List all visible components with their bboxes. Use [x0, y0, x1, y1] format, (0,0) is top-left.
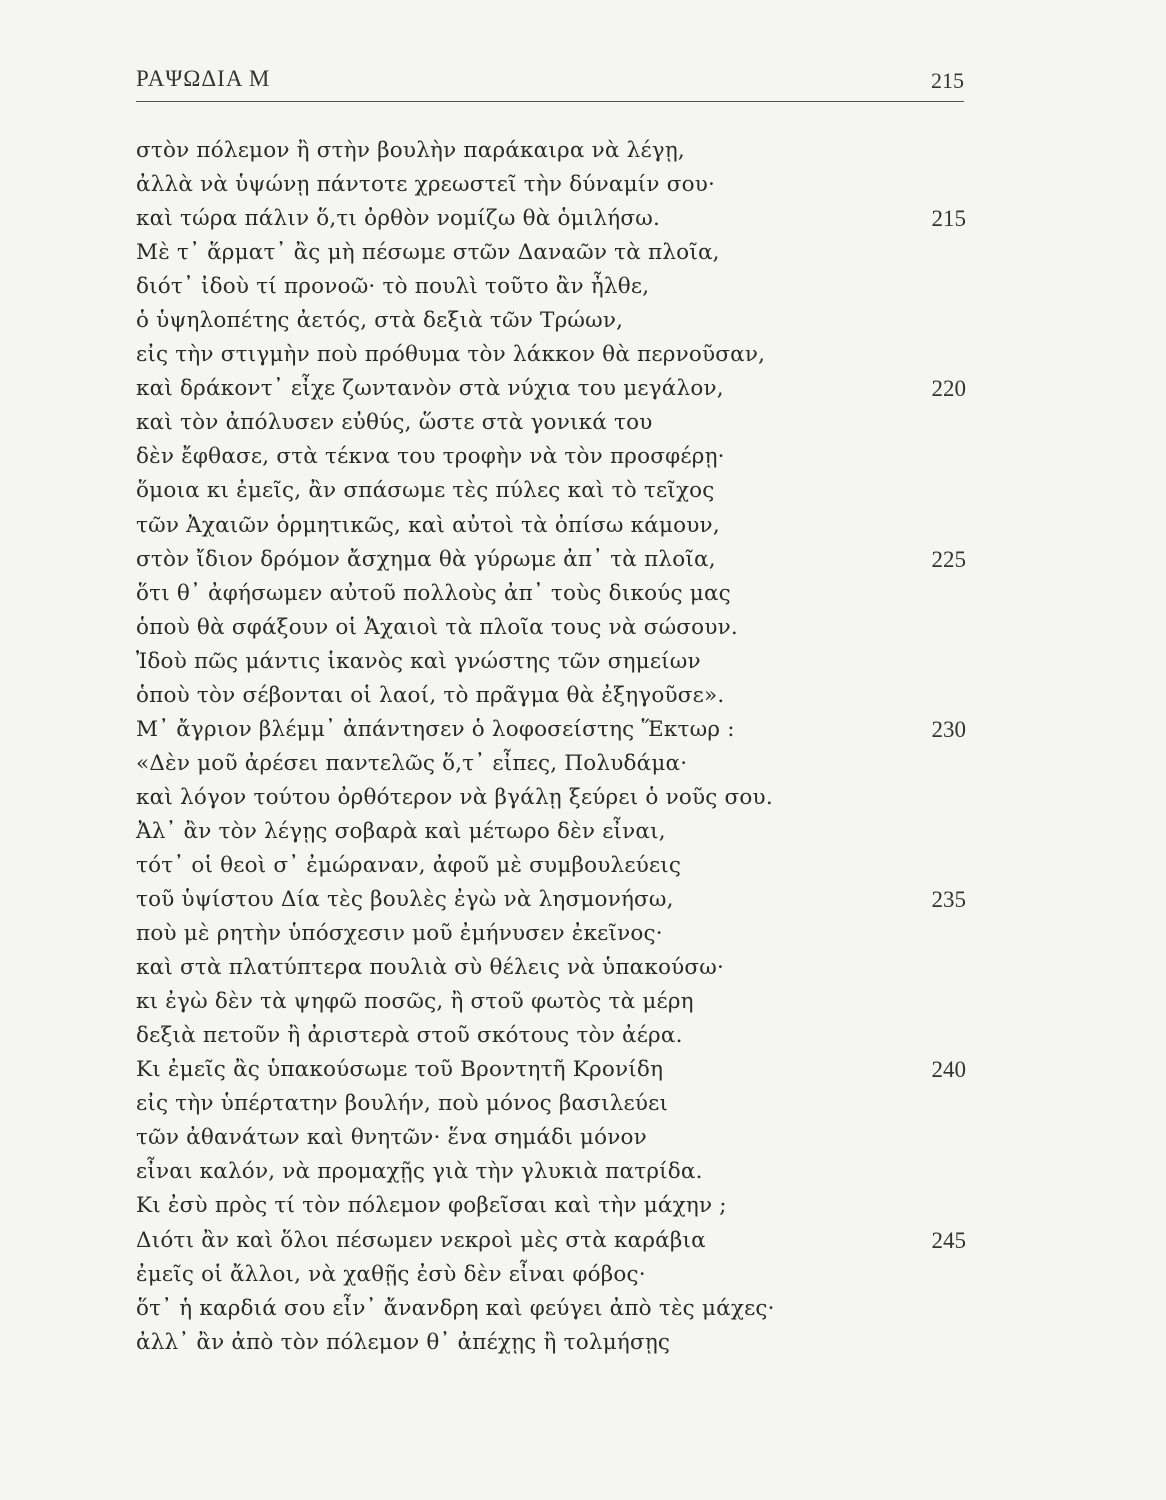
verse-line: [136, 1326, 966, 1360]
verse-line: [136, 304, 966, 338]
verse-text: τῶν Ἀχαιῶν ὁρμητικῶς, καὶ αὐτοὶ τὰ ὀπίσω κάμουν,: [136, 512, 720, 538]
verse-line: [136, 1121, 966, 1155]
verse-line: [136, 611, 966, 645]
verse-list: [136, 134, 966, 1360]
verse-text: εἰς τὴν στιγμὴν ποὺ πρόθυμα τὸν λάκκον θὰ περνοῦσαν,: [136, 342, 766, 368]
verse-line: [136, 1155, 966, 1189]
verse-text: ἀλλὰ νὰ ὑψώνῃ πάντοτε χρεωστεῖ τὴν δύναμίν σου·: [136, 172, 716, 198]
verse-text: ποὺ μὲ ρητὴν ὑπόσχεσιν μοῦ ἐμήνυσεν ἐκεῖνος·: [136, 921, 663, 947]
verse-line: [136, 985, 966, 1019]
verse-line: [136, 270, 966, 304]
verse-line: [136, 509, 966, 543]
verse-text: Διότι ἂν καὶ ὅλοι πέσωμεν νεκροὶ μὲς στὰ καράβια: [136, 1227, 706, 1253]
verse-line-number: 230: [931, 716, 966, 742]
verse-line: [136, 202, 966, 236]
verse-text: τότ᾽ οἱ θεοὶ σ᾽ ἐμώραναν, ἀφοῦ μὲ συμβουλεύεις: [136, 852, 682, 878]
verse-text: ἀλλ᾽ ἂν ἀπὸ τὸν πόλεμον θ᾽ ἀπέχῃς ἢ τολμήσῃς: [136, 1329, 671, 1355]
verse-line: [136, 679, 966, 713]
page-number: 215: [931, 68, 964, 93]
verse-line-number: 245: [931, 1227, 966, 1253]
verse-text: καὶ στὰ πλατύπτερα πουλιὰ σὺ θέλεις νὰ ὑπακούσω·: [136, 955, 725, 981]
verse-line: [136, 474, 966, 508]
verse-line: [136, 747, 966, 781]
verse-line: [136, 1019, 966, 1053]
verse-line: [136, 134, 966, 168]
verse-line: [136, 577, 966, 611]
verse-text: καὶ τὸν ἀπόλυσεν εὐθύς, ὥστε στὰ γονικά του: [136, 410, 653, 436]
verse-text: καὶ δράκοντ᾽ εἶχε ζωντανὸν στὰ νύχια του μεγάλον,: [136, 376, 724, 402]
verse-line: [136, 236, 966, 270]
verse-line: [136, 951, 966, 985]
verse-line-number: 220: [931, 376, 966, 402]
verse-line: [136, 1053, 966, 1087]
header-rule: [136, 101, 964, 102]
verse-line: [136, 645, 966, 679]
verse-text: στὸν ἴδιον δρόμον ἄσχημα θὰ γύρωμε ἀπ᾽ τὰ πλοῖα,: [136, 546, 716, 572]
verse-text: ὁποὺ τὸν σέβονται οἱ λαοί, τὸ πρᾶγμα θὰ ἐξηγοῦσε».: [136, 682, 725, 708]
verse-line: [136, 713, 966, 747]
verse-text: Κι ἐμεῖς ἂς ὑπακούσωμε τοῦ Βροντητῆ Κρονίδη: [136, 1057, 664, 1083]
verse-line: [136, 406, 966, 440]
running-head: [136, 66, 964, 102]
verse-line: [136, 815, 966, 849]
verse-text: καὶ τώρα πάλιν ὅ,τι ὀρθὸν νομίζω θὰ ὁμιλήσω.: [136, 206, 660, 232]
verse-text: ὅτι θ᾽ ἀφήσωμεν αὐτοῦ πολλοὺς ἀπ᾽ τοὺς δικούς μας: [136, 580, 731, 606]
verse-text: ὁποὺ θὰ σφάξουν οἱ Ἀχαιοὶ τὰ πλοῖα τους νὰ σώσουν.: [136, 614, 738, 640]
verse-line-number: 225: [931, 546, 966, 572]
verse-line: [136, 883, 966, 917]
verse-line: [136, 1292, 966, 1326]
verse-line: [136, 338, 966, 372]
verse-line: [136, 849, 966, 883]
verse-line: [136, 543, 966, 577]
verse-text: Μὲ τ᾽ ἅρματ᾽ ἂς μὴ πέσωμε στῶν Δαναῶν τὰ πλοῖα,: [136, 240, 720, 266]
verse-text: Ἰδοὺ πῶς μάντις ἱκανὸς καὶ γνώστης τῶν σημείων: [136, 648, 701, 674]
verse-line: [136, 917, 966, 951]
verse-text: ἐμεῖς οἱ ἄλλοι, νὰ χαθῇς ἐσὺ δὲν εἶναι φόβος·: [136, 1261, 646, 1287]
verse-text: Κι ἐσὺ πρὸς τί τὸν πόλεμον φοβεῖσαι καὶ τὴν μάχην ;: [136, 1193, 727, 1219]
verse-text: δὲν ἔφθασε, στὰ τέκνα του τροφὴν νὰ τὸν προσφέρῃ·: [136, 444, 725, 470]
verse-text: εἶναι καλόν, νὰ προμαχῇς γιὰ τὴν γλυκιὰ πατρίδα.: [136, 1159, 703, 1185]
verse-text: δεξιὰ πετοῦν ἢ ἀριστερὰ στοῦ σκότους τὸν ἀέρα.: [136, 1023, 683, 1049]
verse-line: [136, 1189, 966, 1223]
verse-text: ὅμοια κι ἐμεῖς, ἂν σπάσωμε τὲς πύλες καὶ τὸ τεῖχος: [136, 478, 715, 504]
verse-text: καὶ λόγον τούτου ὀρθότερον νὰ βγάλῃ ξεύρει ὁ νοῦς σου.: [136, 784, 773, 810]
verse-text: τῶν ἀθανάτων καὶ θνητῶν· ἕνα σημάδι μόνον: [136, 1125, 647, 1151]
verse-text: τοῦ ὑψίστου Δία τὲς βουλὲς ἐγὼ νὰ λησμονήσω,: [136, 887, 674, 913]
verse-text: κι ἐγὼ δὲν τὰ ψηφῶ ποσῶς, ἢ στοῦ φωτὸς τὰ μέρη: [136, 989, 694, 1015]
verse-text: «Δὲν μοῦ ἀρέσει παντελῶς ὅ,τ᾽ εἶπες, Πολυδάμα·: [136, 750, 688, 776]
verse-text: ὅτ᾽ ἡ καρδιά σου εἶν᾽ ἄνανδρη καὶ φεύγει ἀπὸ τὲς μάχες·: [136, 1295, 775, 1321]
verse-text: στὸν πόλεμον ἢ στὴν βουλὴν παράκαιρα νὰ λέγῃ,: [136, 138, 685, 163]
verse-text: Ἀλ᾽ ἂν τὸν λέγῃς σοβαρὰ καὶ μέτωρο δὲν εἶναι,: [136, 818, 666, 844]
verse-line: [136, 1087, 966, 1121]
verse-line: [136, 168, 966, 202]
verse-text: ὁ ὑψηλοπέτης ἀετός, στὰ δεξιὰ τῶν Τρώων,: [136, 308, 624, 334]
verse-line-number: 235: [931, 887, 966, 913]
verse-line: [136, 440, 966, 474]
verse-line-number: 215: [931, 206, 966, 232]
verse-line: [136, 781, 966, 815]
verse-line: [136, 1224, 966, 1258]
verse-text: εἰς τὴν ὑπέρτατην βουλήν, ποὺ μόνος βασιλεύει: [136, 1091, 669, 1117]
verse-text: Μ᾽ ἄγριον βλέμμ᾽ ἀπάντησεν ὁ λοφοσείστης Ἕκτωρ :: [136, 716, 735, 742]
running-title: ΡΑΨΩΔΙΑ Μ: [136, 66, 271, 91]
verse-line: [136, 1258, 966, 1292]
verse-line-number: 240: [931, 1057, 966, 1083]
verse-text: διότ᾽ ἰδοὺ τί προνοῶ· τὸ πουλὶ τοῦτο ἂν ἦλθε,: [136, 274, 650, 300]
verse-line: [136, 372, 966, 406]
